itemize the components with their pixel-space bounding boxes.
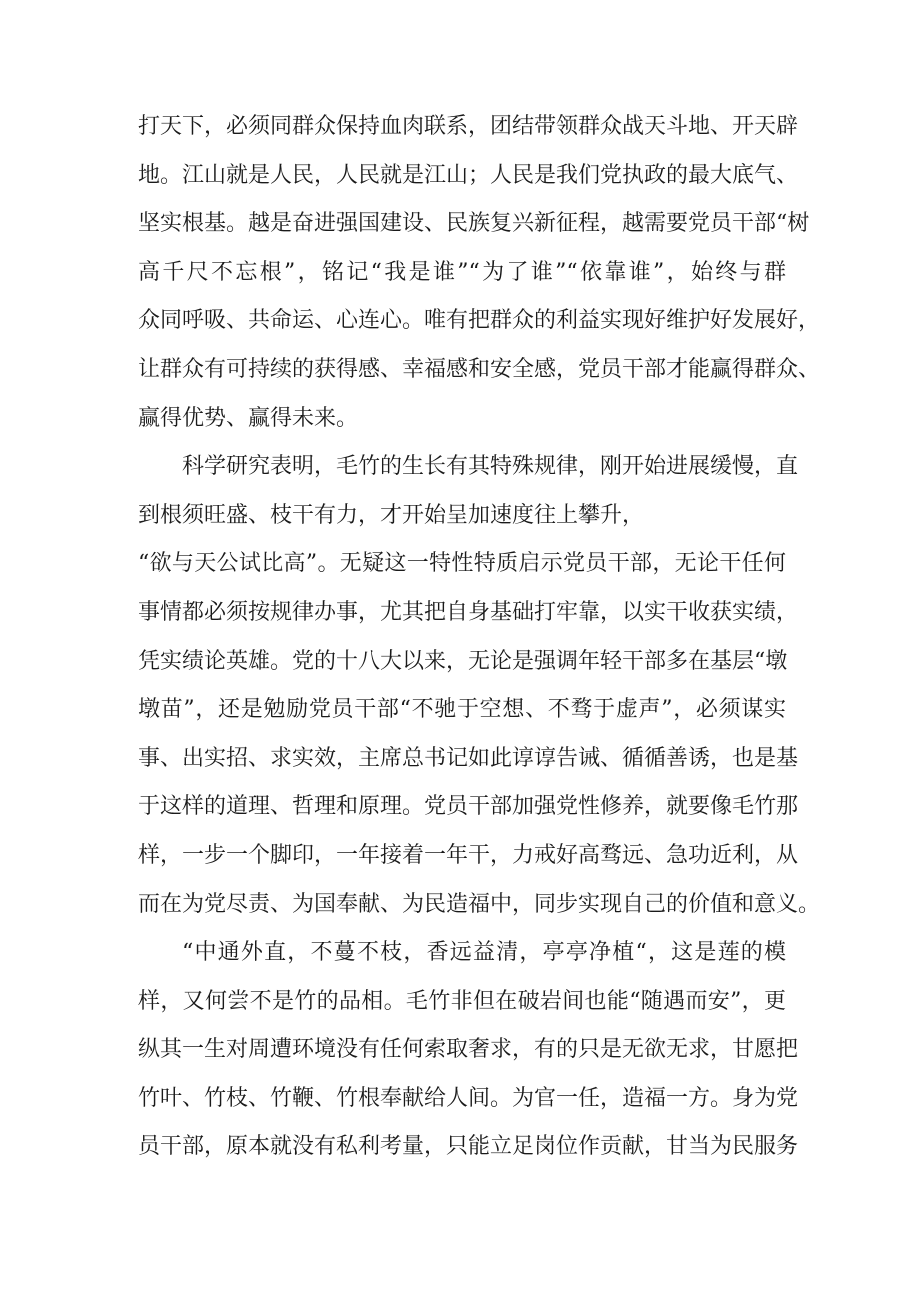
paragraph-start-line: “中通外直，不蔓不枝，香远益清，亭亭净植“，这是莲的模: [182, 940, 786, 966]
text-line: “欲与天公试比高”。无疑这一特性特质启示党员干部，无论干任何: [138, 551, 786, 577]
document-body: [138, 103, 821, 1172]
text-line: 赢得优势、赢得未来。: [138, 405, 359, 431]
text-line: 众同呼吸、共命运、心连心。唯有把群众的利益实现好维护好发展好，: [138, 308, 821, 334]
text-line: 纵其一生对周遭环境没有任何索取奢求，有的只是无欲无求，甘愿把: [138, 1037, 799, 1063]
text-line: 坚实根基。越是奋进强国建设、民族复兴新征程，越需要党员干部“树: [138, 211, 810, 237]
text-line: 员干部，原本就没有私利考量，只能立足岗位作贡献，甘当为民服务: [138, 1134, 799, 1160]
text-line: 于这样的道理、哲理和原理。党员干部加强党性修养，就要像毛竹那: [138, 794, 799, 820]
text-line: 让群众有可持续的获得感、幸福感和安全感，党员干部才能赢得群众、: [138, 356, 821, 382]
text-line: 竹叶、竹枝、竹鞭、竹根奉献给人间。为官一任，造福一方。身为党: [138, 1085, 799, 1111]
text-line: 样，一步一个脚印，一年接着一年干，力戒好高骛远、急功近利，从: [138, 842, 799, 868]
text-line: 样，又何尝不是竹的品相。毛竹非但在破岩间也能“随遇而安”，更: [138, 988, 786, 1014]
text-line: 而在为党尽责、为国奉献、为民造福中，同步实现自己的价值和意义。: [138, 891, 821, 917]
text-line: 高千尺不忘根”，铭记“我是谁”“为了谁”“依靠谁”，始终与群: [138, 259, 786, 285]
text-line: 地。江山就是人民，人民就是江山；人民是我们党执政的最大底气、: [138, 162, 799, 188]
text-line: 打天下，必须同群众保持血肉联系，团结带领群众战天斗地、开天辟: [138, 114, 799, 139]
text-line: 事情都必须按规律办事，尤其把自身基础打牢靠，以实干收获实绩，: [138, 599, 799, 625]
paragraph-start-line: 科学研究表明，毛竹的生长有其特殊规律，刚开始进展缓慢，直: [182, 454, 799, 480]
text-line: 凭实绩论英雄。党的十八大以来，无论是强调年轻干部多在基层“墩: [138, 648, 788, 674]
text-line: 墩苗”，还是勉励党员干部“不驰于空想、不骛于虚声”，必须谋实: [138, 697, 786, 723]
text-line: 到根须旺盛、枝干有力，才开始呈加速度往上攀升，: [138, 502, 645, 528]
text-line: 事、出实招、求实效，主席总书记如此谆谆告诫、循循善诱，也是基: [138, 745, 799, 771]
